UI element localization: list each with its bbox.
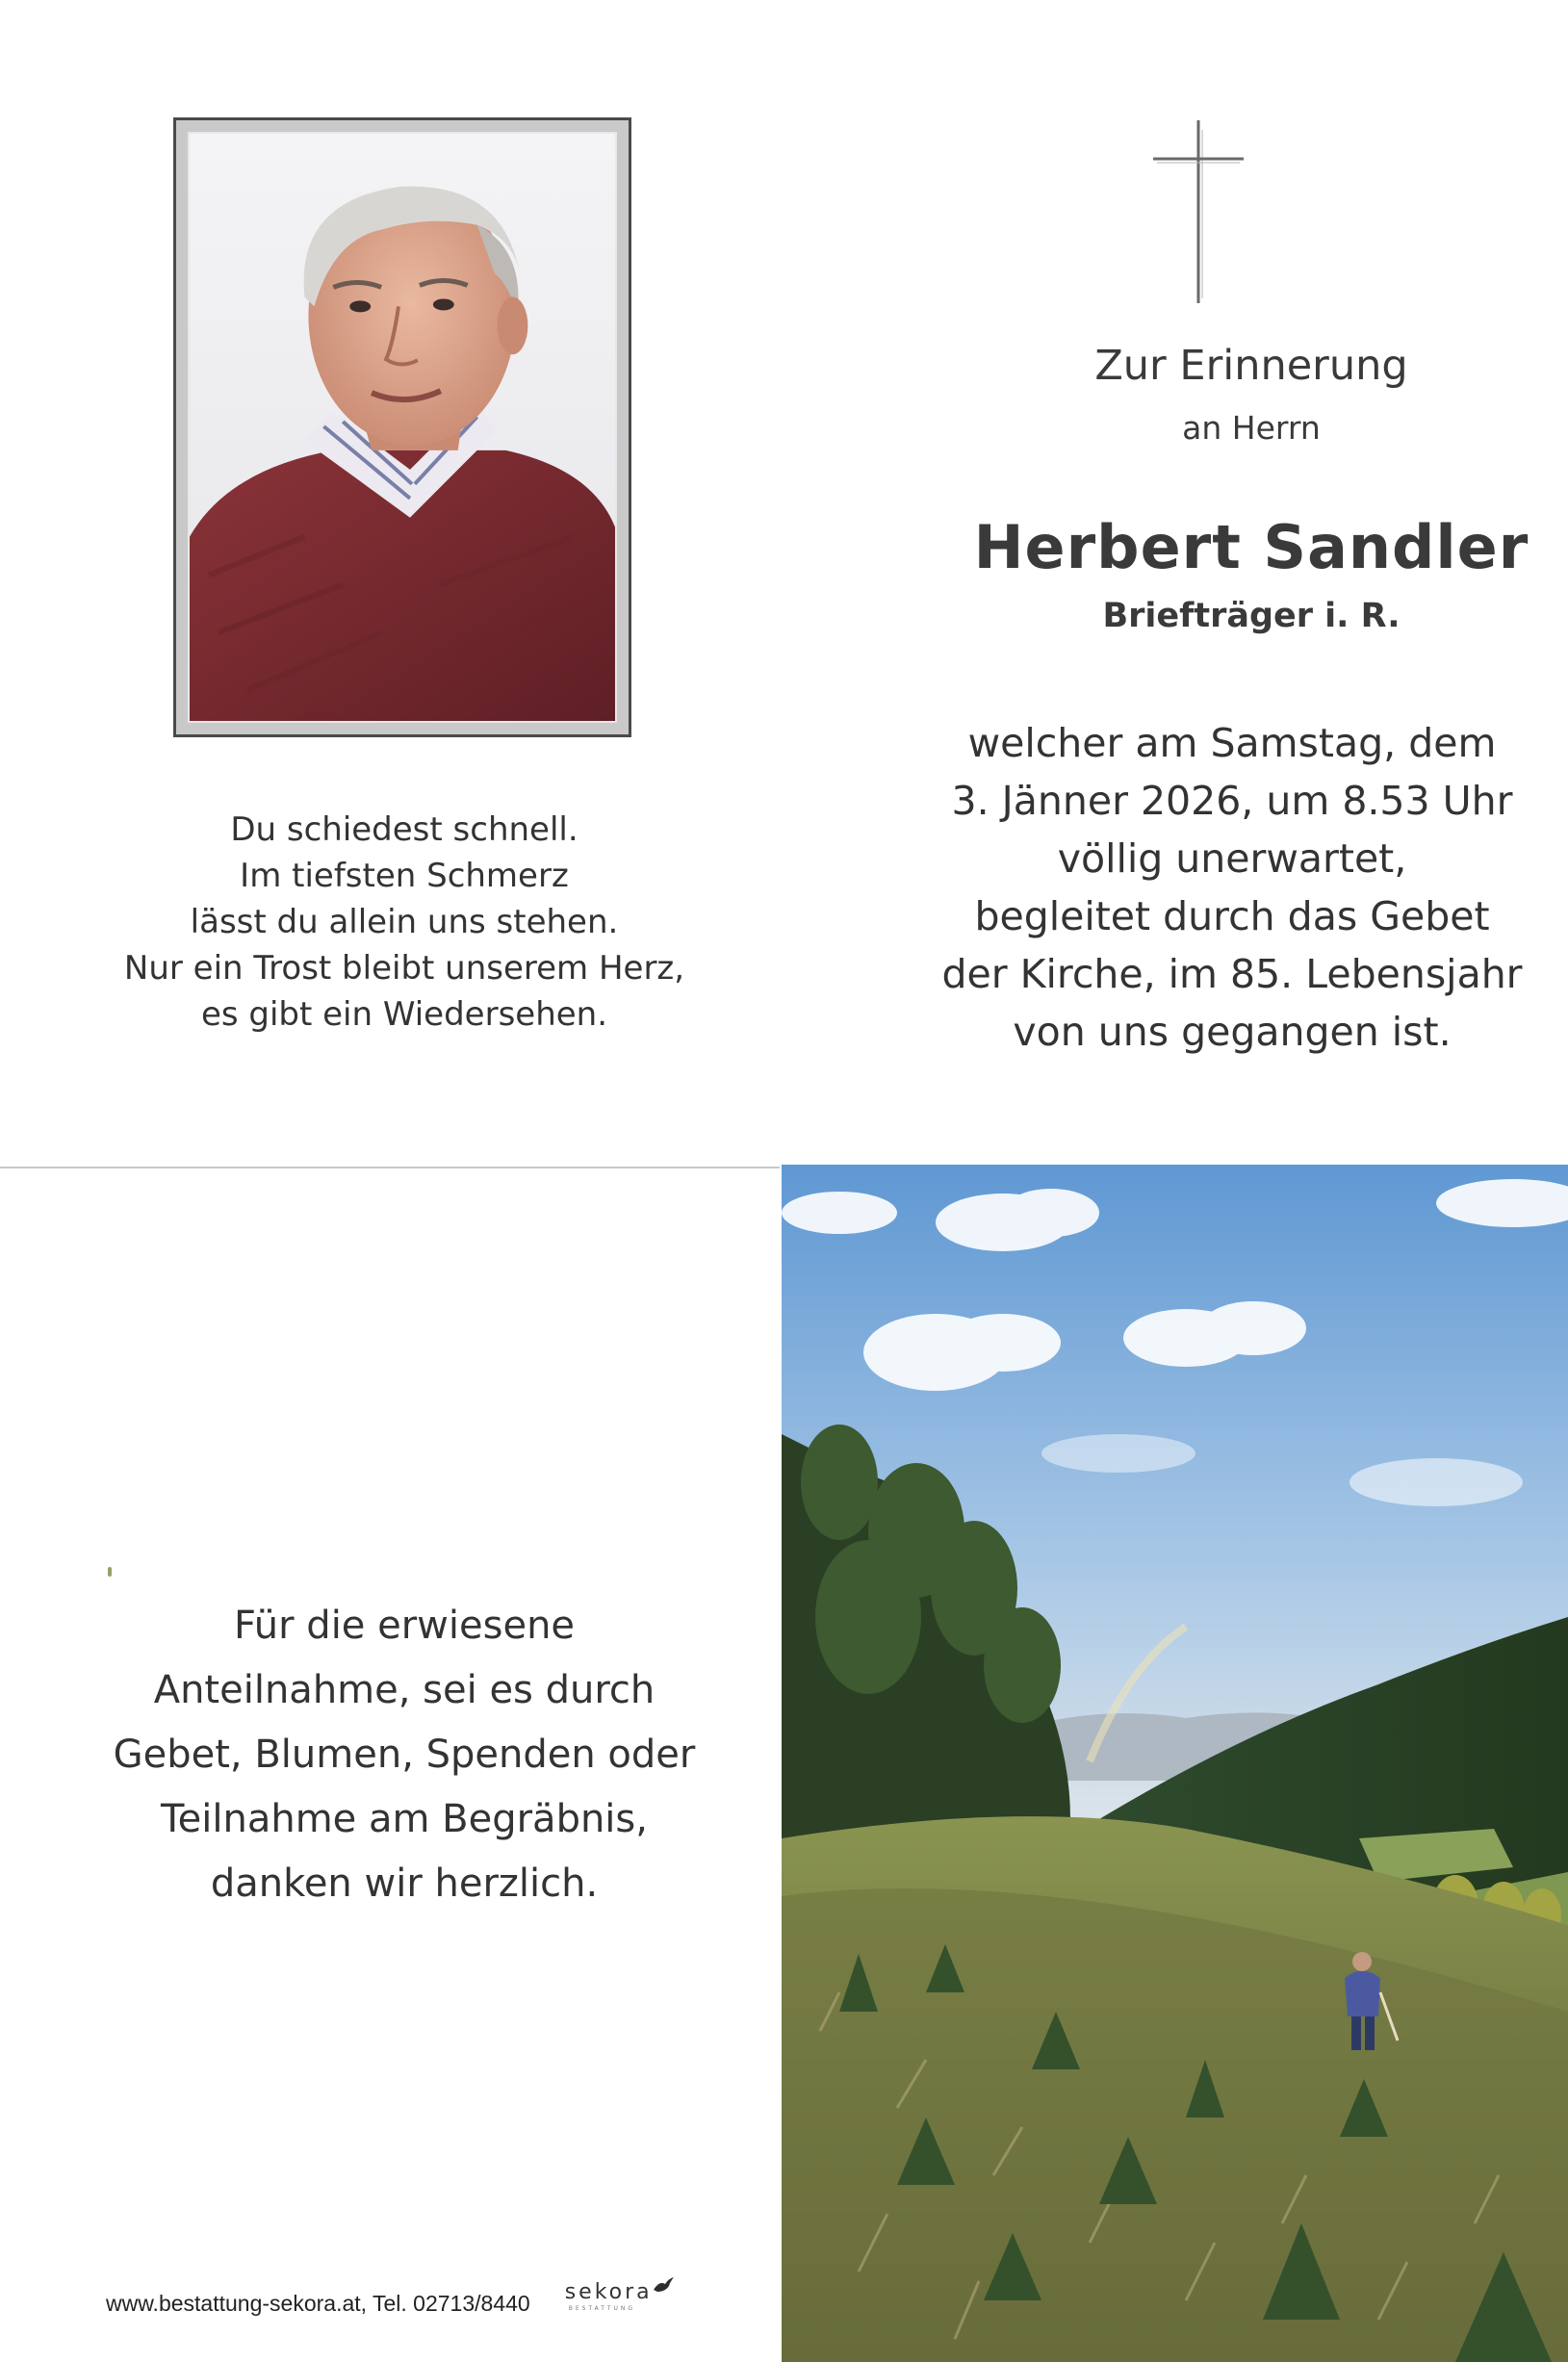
poem-line: lässt du allein uns stehen. <box>190 903 619 941</box>
poem-line: Im tiefsten Schmerz <box>240 857 569 895</box>
announcement-line: 3. Jänner 2026, um 8.53 Uhr <box>951 778 1513 824</box>
announcement-line: begleitet durch das Gebet <box>974 893 1490 939</box>
landscape-photo <box>782 1165 1568 2362</box>
poem <box>58 807 751 1038</box>
portrait-frame <box>173 117 631 737</box>
announcement-line: welcher am Samstag, dem <box>967 720 1497 766</box>
announcement-line: der Kirche, im 85. Lebensjahr <box>941 951 1523 997</box>
sekora-logo <box>565 2278 681 2317</box>
logo-wordmark: sekora <box>564 2280 653 2304</box>
poem-line: Du schiedest schnell. <box>230 810 578 849</box>
deceased-name: Herbert Sandler <box>973 512 1529 582</box>
footer <box>106 2278 681 2317</box>
thanks-line: danken wir herzlich. <box>210 1861 599 1906</box>
poem-line: Nur ein Trost bleibt unserem Herz, <box>123 949 685 988</box>
thanks-line: Für die erwiesene <box>233 1604 576 1648</box>
portrait-illustration <box>190 134 615 721</box>
salutation: an Herrn <box>1182 409 1321 447</box>
remembrance-heading: Zur Erinnerung <box>1094 342 1408 390</box>
poem-line: es gibt ein Wiedersehen. <box>200 995 608 1034</box>
fold-divider <box>0 1167 780 1168</box>
landscape-illustration <box>782 1165 1568 2362</box>
funeral-home-contact: www.bestattung-sekora.at, Tel. 02713/8440 <box>106 2291 530 2316</box>
thanks-line: Gebet, Blumen, Spenden oder <box>113 1733 696 1777</box>
logo-subtitle: BESTATTUNG <box>568 2305 636 2312</box>
announcement-line: von uns gegangen ist. <box>1013 1009 1452 1055</box>
portrait-photo <box>188 132 617 723</box>
announcement-line: völlig unerwartet, <box>1057 835 1407 882</box>
scan-speck <box>108 1567 112 1577</box>
occupation: Briefträger i. R. <box>1102 597 1401 635</box>
thanks-text <box>58 1594 751 1916</box>
announcement <box>866 714 1568 1061</box>
bird-icon <box>652 2276 675 2294</box>
thanks-line: Teilnahme am Begräbnis, <box>161 1797 648 1841</box>
cross-icon <box>1145 120 1251 303</box>
thanks-line: Anteilnahme, sei es durch <box>153 1668 655 1712</box>
